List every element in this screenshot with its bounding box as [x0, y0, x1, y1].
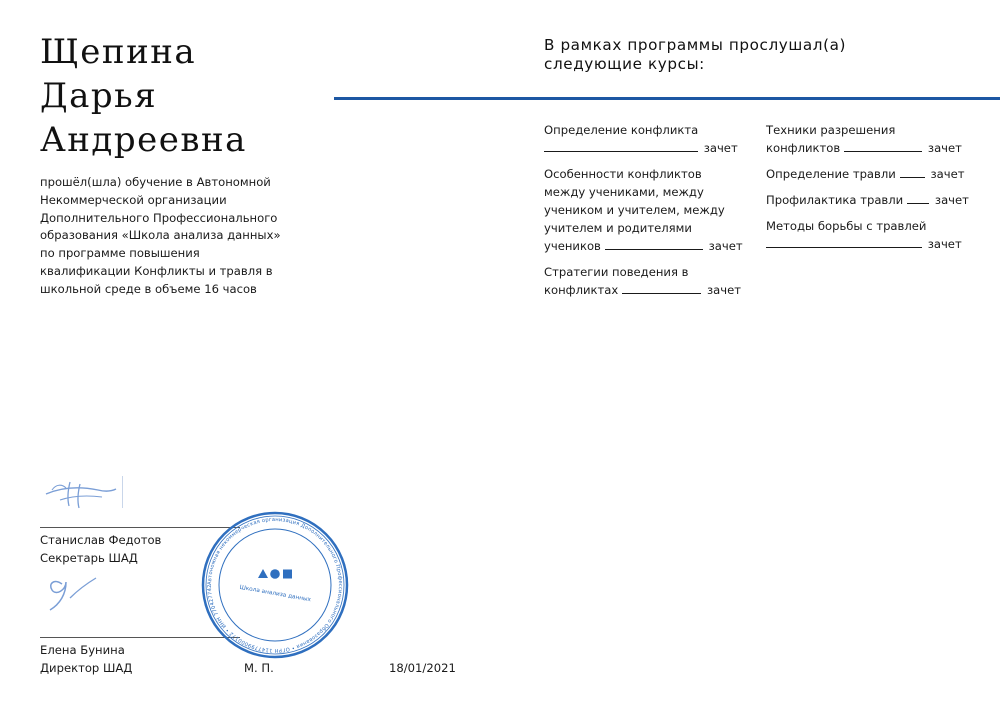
- course-title-line: между учениками, между: [544, 185, 704, 199]
- course-underline: [544, 142, 698, 152]
- course-underline: [900, 168, 925, 178]
- course-result: зачет: [927, 237, 962, 251]
- course-title-line: Методы борьбы с травлей: [766, 219, 927, 233]
- course-result: зачет: [927, 141, 962, 155]
- course-title-line: конфликтах: [544, 283, 619, 297]
- course-underline: [605, 240, 703, 250]
- course-title-line: Профилактика травли: [766, 193, 904, 207]
- signatory-2-name: Елена Бунина: [40, 643, 125, 657]
- course-underline: [622, 284, 701, 294]
- course-underline: [844, 142, 922, 152]
- course-title-line: Определение травли: [766, 167, 896, 181]
- course-item: [544, 121, 749, 157]
- course-title-line: Особенности конфликтов: [544, 167, 702, 181]
- signature-1-image: [40, 474, 135, 514]
- course-title-line: учеников: [544, 239, 601, 253]
- stamp-place-mark: М. П.: [244, 661, 274, 675]
- recipient-first-name: Дарья: [40, 76, 158, 116]
- heading-divider: [334, 97, 1000, 100]
- stamp-inner-text: Школа анализа данных: [239, 584, 312, 604]
- course-underline: [907, 194, 929, 204]
- course-result: зачет: [934, 193, 969, 207]
- course-item: [766, 165, 976, 183]
- official-stamp: [200, 510, 350, 660]
- course-result: зачет: [708, 239, 743, 253]
- course-title-line: конфликтов: [766, 141, 841, 155]
- course-item: [766, 191, 976, 209]
- courses-heading: [544, 36, 846, 73]
- stamp-triangle-icon: [258, 569, 268, 578]
- course-item: [544, 165, 749, 255]
- recipient-name: [40, 30, 247, 162]
- signatory-2-role: Директор ШАД: [40, 661, 133, 675]
- course-title-line: Стратегии поведения в: [544, 265, 689, 279]
- completion-description: прошёл(шла) обучение в Автономной Некоммерческой организации Дополнительного Профессионального образования «Школа анализа данных» по программе повышения квалификации Конфликты и травля в школьной среде в объеме 16 часов: [40, 175, 281, 296]
- course-underline: [766, 238, 922, 248]
- course-title-line: учеником и учителем, между: [544, 203, 725, 217]
- course-title-line: учителем и родителями: [544, 221, 692, 235]
- signature-2-image: [44, 572, 104, 614]
- courses-heading-line2: следующие курсы:: [544, 54, 705, 73]
- issue-date: 18/01/2021: [389, 661, 456, 675]
- courses-heading-line1: В рамках программы прослушал(а): [544, 36, 847, 54]
- course-result: зачет: [703, 141, 738, 155]
- course-result: зачет: [930, 167, 965, 181]
- course-title-line: Техники разрешения: [766, 123, 896, 137]
- stamp-square-icon: [283, 570, 292, 579]
- course-item: [544, 263, 749, 299]
- signatory-1-name: Станислав Федотов: [40, 533, 162, 547]
- signatory-1-role: Секретарь ШАД: [40, 551, 138, 565]
- course-item: [766, 217, 976, 253]
- course-item: [766, 121, 976, 157]
- recipient-surname: Щепина: [40, 32, 197, 72]
- stamp-circle-icon: [270, 569, 280, 579]
- course-title-line: Определение конфликта: [544, 123, 699, 137]
- stamp-outer-text: Автономная некоммерческая организация Дополнительного Профессионального Образования • ОГРН 1147799000172 • ИНН 770427742: [206, 516, 344, 654]
- signature-1-mark: [122, 476, 123, 508]
- course-result: зачет: [706, 283, 741, 297]
- recipient-patronymic: Андреевна: [40, 120, 247, 160]
